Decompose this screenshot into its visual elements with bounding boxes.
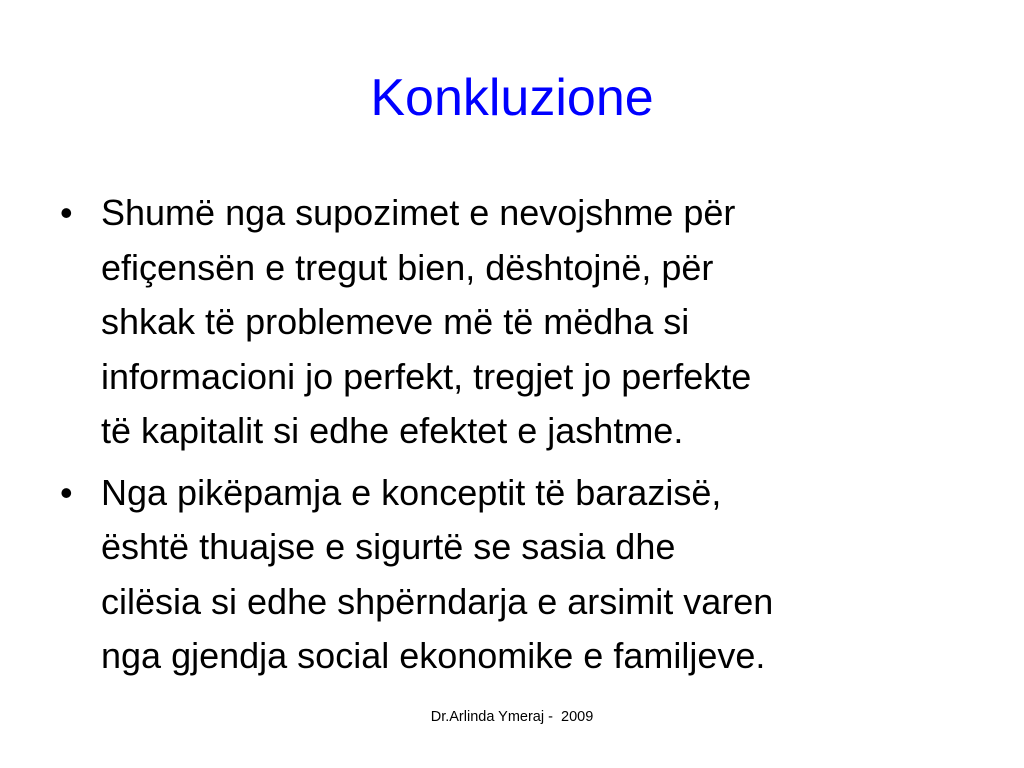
bullet-text-line: të kapitalit si edhe efektet e jashtme. (101, 410, 684, 451)
bullet-text-line: është thuajse e sigurtë se sasia dhe (101, 526, 676, 567)
bullet-item (60, 466, 965, 684)
bullet-text-line: nga gjendja social ekonomike e familjeve. (101, 635, 766, 676)
bullet-text-line: Shumë nga supozimet e nevojshme për (101, 192, 736, 233)
bullet-text-line: Nga pikëpamja e konceptit të barazisë, (101, 471, 722, 513)
bullet-text-line: efiçensën e tregut bien, dështojnë, për (101, 246, 714, 288)
bullet-text-line: informacioni jo perfekt, tregjet jo perfekte (101, 355, 752, 397)
slide-footer: Dr.Arlinda Ymeraj - 2009 (430, 709, 594, 725)
bullet-item (60, 186, 965, 459)
bullet-text-line: cilësia si edhe shpërndarja e arsimit varen (101, 580, 774, 622)
bullet-text-line: shkak të problemeve më të mëdha si (101, 301, 690, 342)
slide-title: Konkluzione (370, 69, 654, 127)
bullet-dot-icon: • (60, 471, 73, 513)
bullet-list (60, 186, 965, 691)
bullet-dot-icon: • (60, 192, 73, 233)
